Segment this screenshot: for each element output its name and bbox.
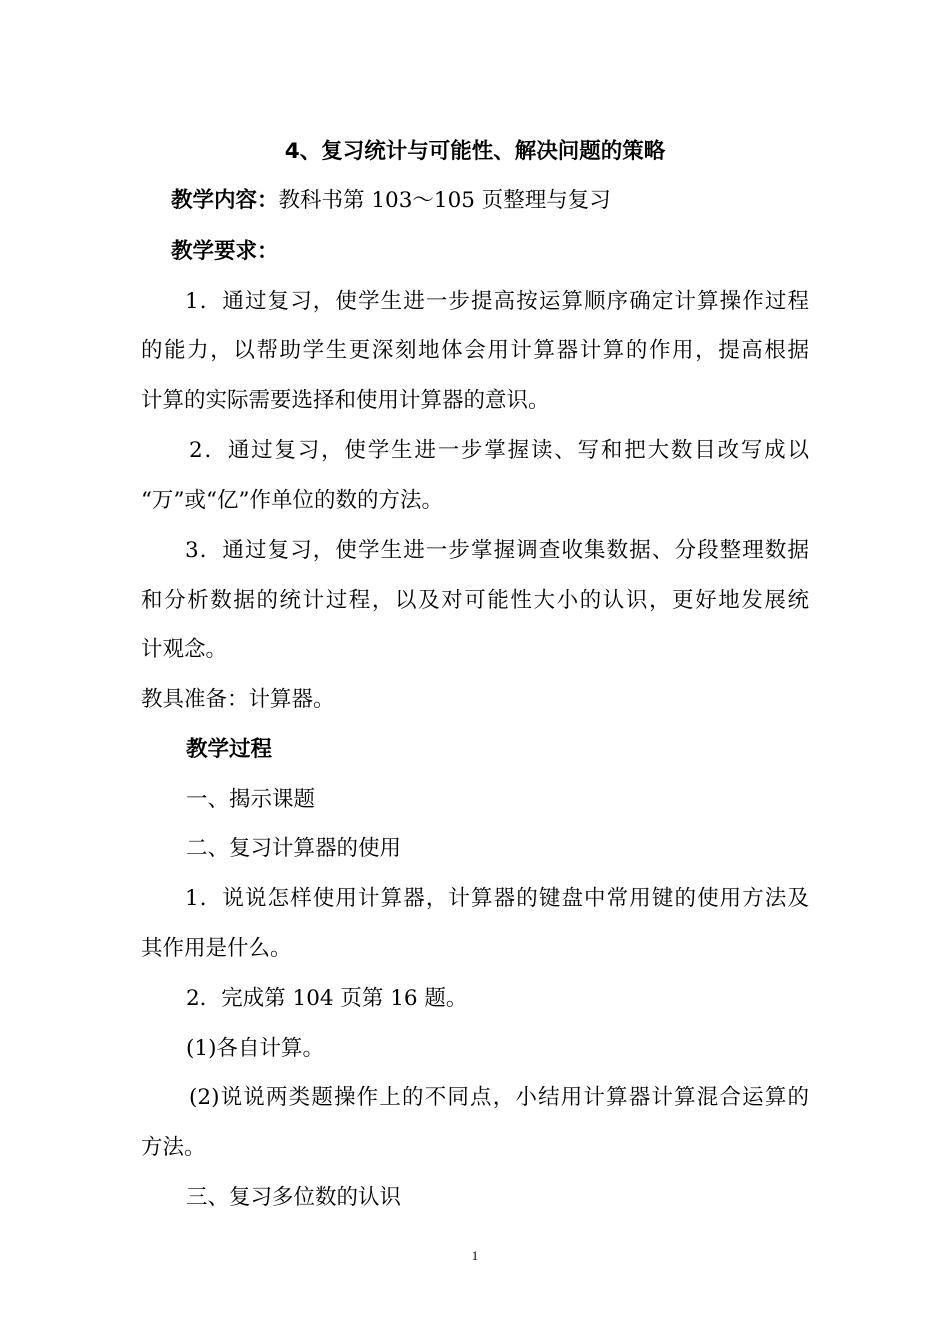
teaching-content-text: 教科书第 103～105 页整理与复习 (278, 188, 611, 213)
requirement-2-line-2: “万”或“亿”作单位的数的方法。 (141, 488, 443, 513)
requirement-1-line-3: 计算的实际需要选择和使用计算器的意识。 (141, 388, 550, 413)
sub-item-2-line-1: (2)说说两类题操作上的不同点，小结用计算器计算混合运算的 (189, 1085, 809, 1110)
process-heading: 教学过程 (186, 737, 273, 762)
section-1-heading: 一、揭示课题 (186, 787, 316, 812)
document-title: 4、复习统计与可能性、解决问题的策略 (284, 139, 666, 164)
requirement-3-line-3: 计观念。 (141, 637, 228, 662)
sub-item-2-line-2: 方法。 (141, 1135, 206, 1160)
item-1-line-2: 其作用是什么。 (141, 936, 292, 961)
section-2-heading: 二、复习计算器的使用 (186, 836, 402, 861)
teaching-content-label: 教学内容： (171, 188, 279, 213)
teaching-content (171, 186, 611, 216)
page-number: 1 (471, 1248, 479, 1263)
requirement-3-line-2: 和分析数据的统计过程，以及对可能性大小的认识，更好地发展统 (141, 588, 809, 613)
requirement-3-line-1: 3．通过复习，使学生进一步掌握调查收集数据、分段整理数据 (185, 538, 809, 563)
sub-item-1: (1)各自计算。 (186, 1036, 324, 1061)
teaching-tools: 教具准备：计算器。 (141, 687, 335, 712)
requirements-heading: 教学要求： (171, 239, 279, 264)
requirement-1-line-2: 的能力，以帮助学生更深刻地体会用计算器计算的作用，提高根据 (141, 338, 809, 363)
requirement-1-line-1: 1．通过复习，使学生进一步提高按运算顺序确定计算操作过程 (185, 289, 809, 314)
section-3-heading: 三、复习多位数的认识 (186, 1185, 402, 1210)
requirement-2-line-1: 2．通过复习，使学生进一步掌握读、写和把大数目改写成以 (189, 438, 809, 463)
item-2: 2．完成第 104 页第 16 题。 (186, 986, 468, 1011)
item-1-line-1: 1．说说怎样使用计算器，计算器的键盘中常用键的使用方法及 (185, 886, 809, 911)
